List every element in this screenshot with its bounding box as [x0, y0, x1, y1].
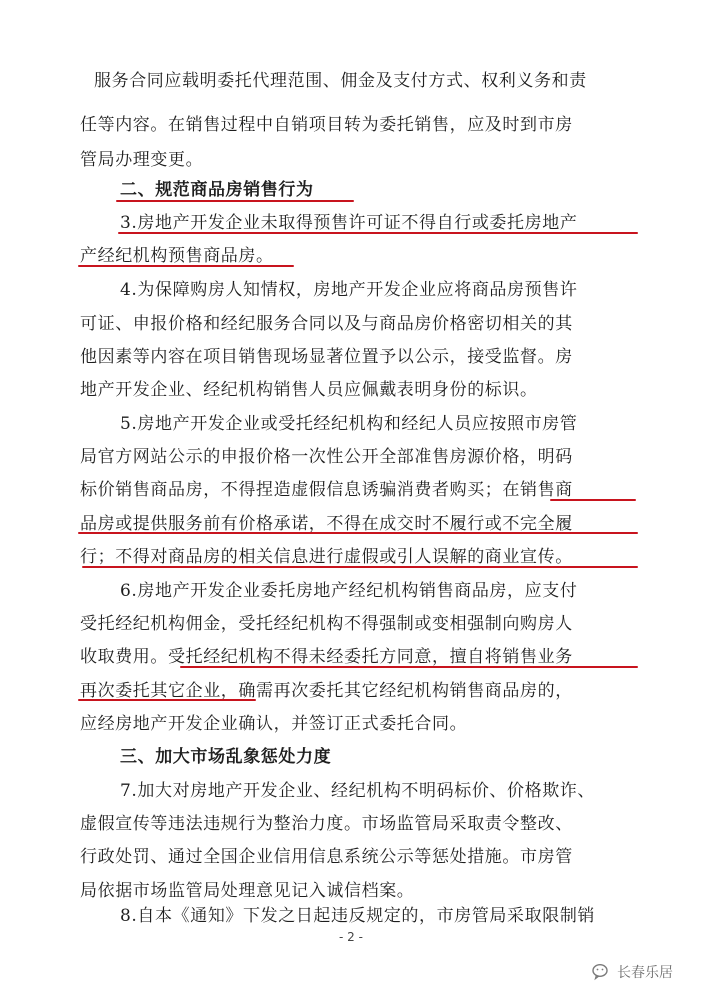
watermark — [592, 962, 673, 982]
text-line: 品房或提供服务前有价格承诺，不得在成交时不履行或不完全履 — [80, 514, 573, 534]
text-line: 受托经纪机构佣金，受托经纪机构不得强制或变相强制向购房人 — [80, 614, 573, 634]
text-line: 局官方网站公示的申报价格一次性公开全部准售房源价格，明码 — [80, 447, 573, 467]
text-line: 虚假宣传等违法违规行为整治力度。市场监管局采取责令整改、 — [80, 814, 573, 834]
text-line: 收取费用。受托经纪机构不得未经委托方同意，擅自将销售业务 — [80, 647, 573, 667]
text-line: 可证、申报价格和经纪服务合同以及与商品房价格密切相关的其 — [80, 314, 573, 334]
red-underline — [116, 200, 354, 202]
text-line: 4.为保障购房人知情权，房地产开发企业应将商品房预售许 — [120, 280, 578, 300]
wechat-icon — [592, 963, 612, 981]
text-line: 再次委托其它企业，确需再次委托其它经纪机构销售商品房的， — [80, 681, 573, 701]
red-underline — [118, 232, 638, 234]
text-line: 他因素等内容在项目销售现场显著位置予以公示，接受监督。房 — [80, 347, 573, 367]
text-line: 6.房地产开发企业委托房地产经纪机构销售商品房，应支付 — [120, 581, 578, 601]
text-line: 局依据市场监管局处理意见记入诚信档案。 — [80, 881, 415, 901]
text-line: 行政处罚、通过全国企业信用信息系统公示等惩处措施。市房管 — [80, 847, 573, 867]
text-line: 标价销售商品房，不得捏造虚假信息诱骗消费者购买；在销售商 — [80, 480, 573, 500]
watermark-text: 长春乐居 — [617, 965, 673, 981]
text-line: 管局办理变更。 — [80, 150, 204, 170]
text-line: 行；不得对商品房的相关信息进行虚假或引人误解的商业宣传。 — [80, 547, 573, 567]
text-line: 7.加大对房地产开发企业、经纪机构不明码标价、价格欺诈、 — [120, 781, 596, 801]
text-line: 应经房地产开发企业确认，并签订正式委托合同。 — [80, 714, 468, 734]
red-underline — [82, 566, 638, 568]
red-underline — [78, 532, 638, 534]
section-heading: 二、规范商品房销售行为 — [120, 180, 314, 200]
text-line: 地产开发企业、经纪机构销售人员应佩戴表明身份的标识。 — [80, 380, 538, 400]
section-heading: 三、加大市场乱象惩处力度 — [120, 747, 332, 767]
red-underline — [78, 699, 256, 701]
red-underline — [550, 499, 636, 501]
text-line: 8.自本《通知》下发之日起违反规定的，市房管局采取限制销 — [120, 906, 596, 926]
text-line: 服务合同应载明委托代理范围、佣金及支付方式、权利义务和责 — [94, 71, 587, 91]
text-line: 3.房地产开发企业未取得预售许可证不得自行或委托房地产 — [120, 213, 578, 233]
text-line: 任等内容。在销售过程中自销项目转为委托销售，应及时到市房 — [80, 115, 573, 135]
page-number: - 2 - — [339, 930, 363, 944]
text-line: 产经纪机构预售商品房。 — [80, 246, 274, 266]
red-underline — [78, 265, 294, 267]
text-line: 5.房地产开发企业或受托经纪机构和经纪人员应按照市房管 — [120, 414, 578, 434]
red-underline — [180, 666, 638, 668]
